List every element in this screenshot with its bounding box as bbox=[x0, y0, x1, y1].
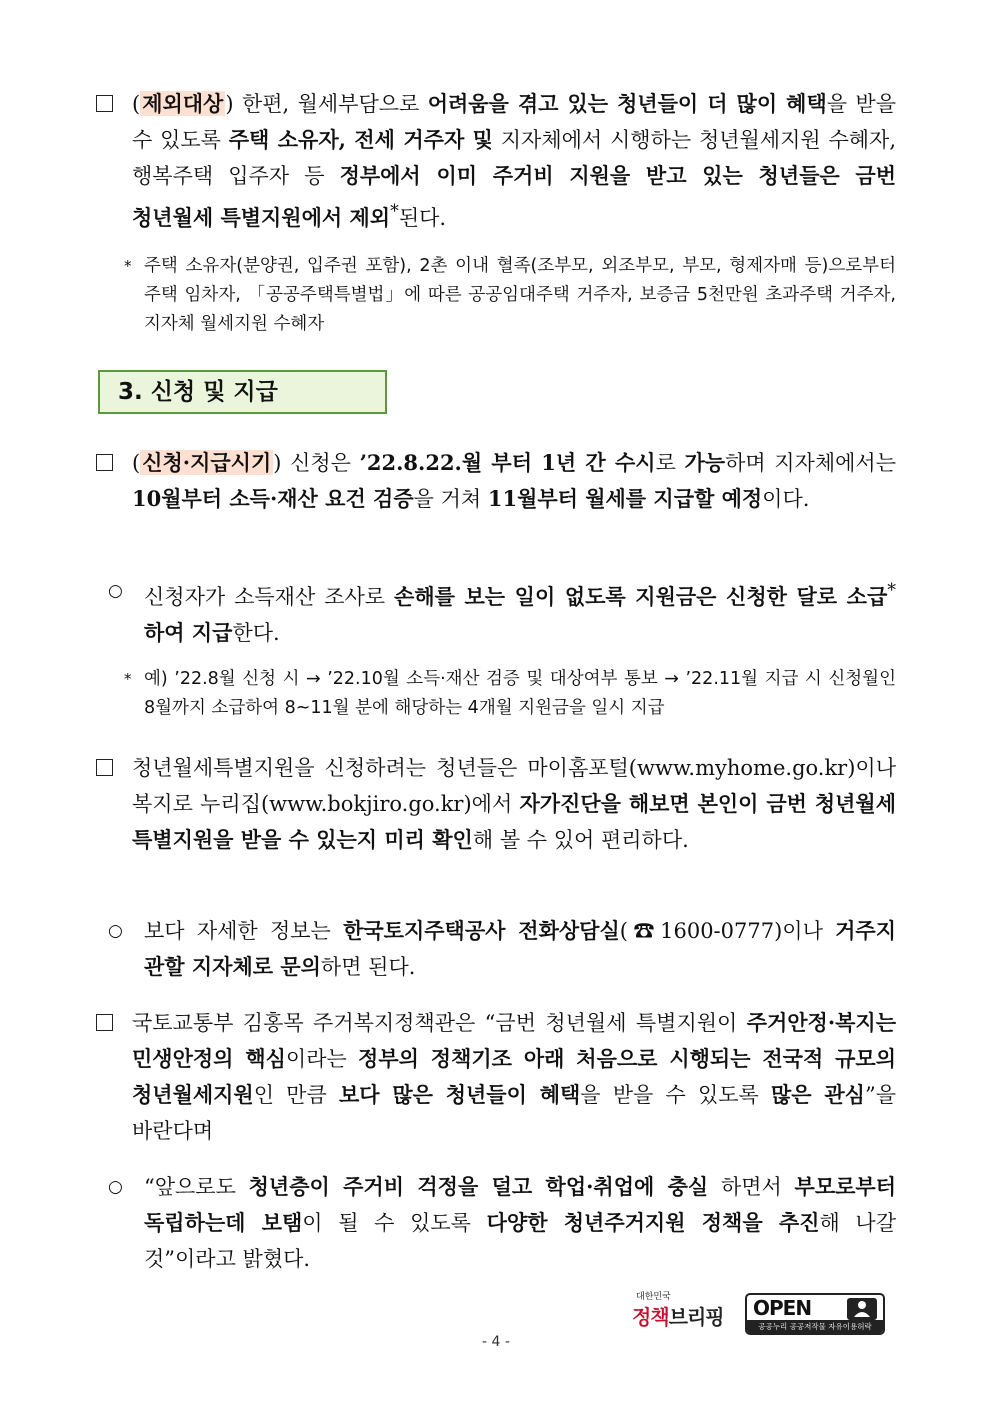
text: (☎1600-0777)이나 bbox=[619, 919, 836, 943]
text: 된다. bbox=[398, 206, 447, 230]
open-license-badge bbox=[745, 1293, 885, 1335]
bullet-item: (제외대상) 한편, 월세부담으로 어려움을 겪고 있는 청년들이 더 많이 혜택을 받을 수 있도록 주택 소유자, 전세 거주자 및 지자체에서 시행하는 청년월세지원 수혜자, 행복주택 입주자 등 정부에서 이미 주거비 지원을 받고 있는 청년들은 금번 청년월세 특별지원에서 제외*된다. bbox=[96, 86, 896, 236]
label-application: 신청·지급시기 bbox=[142, 450, 272, 475]
text: 을 거쳐 bbox=[413, 487, 488, 511]
bold-text: 부모로부터 독립하는데 보탬 bbox=[144, 1174, 896, 1235]
text: 을 받을 수 있도록 bbox=[580, 1083, 771, 1107]
footnote-text: 주택 소유자(분양권, 입주권 포함), 2촌 이내 혈족(조부모, 외조부모, 부모, 형제자매 등)으로부터 주택 임차자, 「공공주택특별법」에 따른 공공임대주택 거주자, 보증금 5천만원 초과주택 거주자, 지자체 월세지원 수혜자 bbox=[144, 256, 896, 334]
bold-text: 정부에서 이미 주거비 지원을 받고 있는 청년들은 금번 청년월세 특별지원에서 제외 bbox=[132, 163, 896, 230]
circle-item bbox=[96, 1169, 896, 1277]
footnote-mark: * bbox=[390, 202, 399, 222]
paragraph-exclusion bbox=[96, 86, 896, 236]
text: 해 나갈 것”이라고 밝혔다. bbox=[144, 1211, 897, 1271]
footnote bbox=[96, 252, 896, 339]
bold-text: 자가진단을 해보면 본인이 금번 청년월세 특별지원을 받을 수 있는지 미리 확인 bbox=[132, 791, 896, 852]
text: 국토교통부 김홍목 주거복지정책관은 “금번 청년월세 특별지원이 bbox=[132, 1011, 747, 1035]
subitem-retroactive bbox=[96, 573, 896, 651]
circle-bullet-icon: ○ bbox=[108, 921, 123, 941]
page-number: - 4 - bbox=[482, 1334, 510, 1350]
policy-briefing-logo bbox=[632, 1292, 736, 1336]
square-bullet-icon bbox=[96, 95, 113, 112]
bold-text: 거주지 관할 지자체로 문의 bbox=[144, 918, 896, 979]
footnote-exclusion bbox=[96, 252, 896, 339]
bullet-item: (신청·지급시기) 신청은 ’22.8.22.월 부터 1년 간 수시로 가능하며 지자체에서는 10월부터 소득·재산 요건 검증을 거쳐 11월부터 월세를 지급할 예정이다. bbox=[96, 445, 896, 517]
text: 이 될 수 있도록 bbox=[302, 1211, 487, 1235]
text: 하면서 bbox=[708, 1175, 795, 1199]
label-exclusion: 제외대상 bbox=[142, 91, 224, 116]
open-text: OPEN bbox=[753, 1296, 812, 1320]
bold-text: 11월부터 월세를 지급할 예정 bbox=[487, 486, 763, 511]
text: 보다 자세한 정보는 bbox=[144, 919, 344, 943]
bold-text: 어려움을 겪고 있는 청년들이 더 많이 혜택 bbox=[427, 91, 827, 116]
text: 지자체에서 시행하는 청년월세지원 수혜자, 행복주택 입주자 등 bbox=[132, 128, 896, 188]
text: ”을 바란다며 bbox=[132, 1083, 896, 1143]
footnote-mark: * bbox=[887, 581, 897, 601]
license-strip: 공공누리 공공저작물 자유이용허락 bbox=[747, 1320, 883, 1333]
section-heading: 3. 신청 및 지급 bbox=[98, 370, 387, 414]
text: 이라는 bbox=[285, 1047, 359, 1071]
paragraph-application bbox=[96, 445, 896, 517]
text: “앞으로도 bbox=[144, 1175, 249, 1199]
circle-item bbox=[96, 913, 896, 985]
circle-item bbox=[96, 573, 896, 651]
bold-text: 정부의 정책기조 아래 처음으로 시행되는 전국적 규모의 청년월세지원 bbox=[132, 1046, 896, 1107]
text: 신청은 bbox=[281, 451, 360, 475]
text: 인 만큼 bbox=[253, 1083, 339, 1107]
paragraph-self-check bbox=[96, 750, 896, 858]
subitem-contact bbox=[96, 913, 896, 985]
text: 한다. bbox=[232, 621, 280, 645]
asterisk-icon: * bbox=[124, 670, 132, 688]
bold-text: 많은 관심 bbox=[771, 1082, 865, 1107]
text: 을 받을 수 있도록 bbox=[132, 92, 896, 152]
text: 해 볼 수 있어 편리하다. bbox=[472, 828, 689, 852]
logo-text: 브리핑 bbox=[668, 1305, 724, 1329]
bold-text: 다양한 청년주거지원 정책을 추진 bbox=[486, 1210, 820, 1235]
bold-text: 하여 지급 bbox=[144, 620, 233, 645]
paragraph-official-quote bbox=[96, 1005, 896, 1149]
subitem-future-plans bbox=[96, 1169, 896, 1277]
square-bullet-icon bbox=[96, 454, 113, 471]
bold-text: 한국토지주택공사 전화상담실 bbox=[343, 918, 620, 943]
bold-text: 10월부터 소득·재산 요건 검증 bbox=[132, 486, 414, 511]
attribution-person-icon bbox=[847, 1298, 877, 1320]
bullet-item bbox=[96, 1005, 896, 1149]
footnote bbox=[96, 665, 896, 723]
text: 신청자가 소득재산 조사로 bbox=[144, 585, 395, 609]
text: 한편, 월세부담으로 bbox=[233, 92, 428, 116]
square-bullet-icon bbox=[96, 1014, 113, 1031]
circle-bullet-icon: ○ bbox=[108, 581, 123, 601]
bold-text: 주택 소유자, 전세 거주자 및 bbox=[228, 127, 493, 152]
bold-text: 보다 많은 청년들이 혜택 bbox=[338, 1082, 581, 1107]
text: 이다. bbox=[762, 487, 810, 511]
footnote-example bbox=[96, 665, 896, 723]
text: 하면 된다. bbox=[320, 955, 416, 979]
text: 청년월세특별지원을 신청하려는 청년들은 마이홈포털(www.myhome.go.kr)이나 복지로 누리집(www.bokjiro.go.kr)에서 bbox=[132, 756, 896, 816]
square-bullet-icon bbox=[96, 759, 113, 776]
bold-text: 주거안정·복지는 민생안정의 핵심 bbox=[132, 1010, 896, 1071]
bold-text: 손해를 보는 일이 없도록 지원금은 신청한 달로 소급 bbox=[394, 584, 888, 609]
bold-text: 청년층이 주거비 걱정을 덜고 학업·취업에 충실 bbox=[248, 1174, 709, 1199]
text: 하며 지자체에서는 bbox=[725, 451, 896, 475]
bullet-item bbox=[96, 750, 896, 858]
logo-red-text: 정책 bbox=[632, 1305, 669, 1329]
circle-bullet-icon: ○ bbox=[108, 1177, 123, 1197]
footnote-text: 예) ’22.8월 신청 시 → ’22.10월 소득·재산 검증 및 대상여부 통보 → ’22.11월 지급 시 신청월인 8월까지 소급하여 8~11월 분에 해당하는 4개월 지원금을 일시 지급 bbox=[144, 669, 896, 718]
bold-text: 가능 bbox=[684, 450, 726, 475]
text: 로 bbox=[655, 451, 685, 475]
asterisk-icon: * bbox=[124, 257, 132, 275]
bold-text: ’22.8.22.월 부터 1년 간 수시 bbox=[359, 450, 656, 475]
logo-small-text: 대한민국 bbox=[636, 1292, 671, 1302]
